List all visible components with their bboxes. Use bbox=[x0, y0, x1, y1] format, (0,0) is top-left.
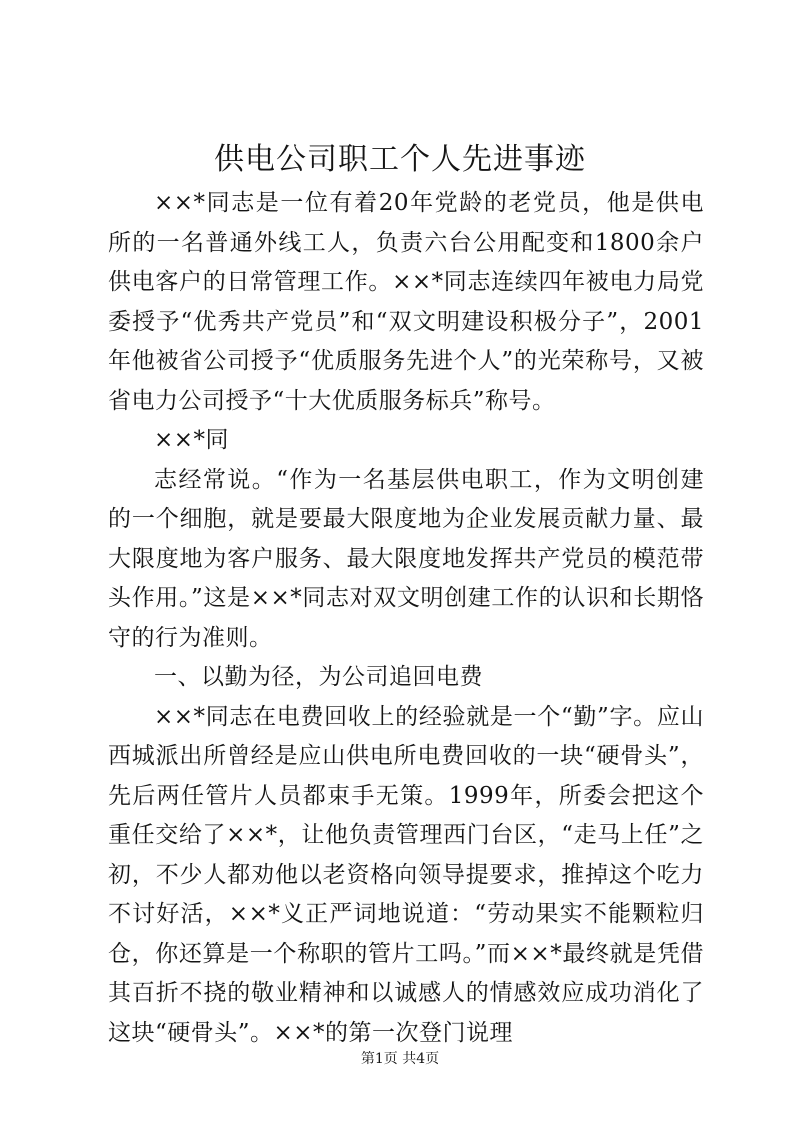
page-footer: 第1页 共4页 bbox=[360, 1051, 440, 1067]
paragraph-quote: 志经常说。“作为一名基层供电职工，作为文明创建的一个细胞，就是要最大限度地为企业发展贡献力量、最大限度地为客户服务、最大限度地发挥共产党员的模范带头作用。”这是××*同志对双文明创建工作的认识和长期恪守的行为准则。 bbox=[108, 466, 704, 651]
document-title: 供电公司职工个人先进事迹 bbox=[214, 142, 586, 177]
paragraph-collection: ××*同志在电费回收上的经验就是一个“勤”字。应山西城派出所曾经是应山供电所电费回收的一块“硬骨头”，先后两任管片人员都束手无策。1999年，所委会把这个重任交给了××*，让他负责管理西门台区，“走马上任”之初，不少人都劝他以老资格向领导提要求，推掉这个吃力不讨好活，××*义正严词地说道：“劳动果实不能颗粒归仓，你还算是一个称职的管片工吗。”而××*最终就是凭借其百折不挠的敬业精神和以诚感人的情感效应成功消化了这块“硬骨头”。××*的第一次登门说理 bbox=[108, 703, 704, 1046]
paragraph-intro: ××*同志是一位有着20年党龄的老党员，他是供电所的一名普通外线工人，负责六台公用配变和1800余户供电客户的日常管理工作。××*同志连续四年被电力局党委授予“优秀共产党员”和“双文明建设积极分子”，2001年他被省公司授予“优质服务先进个人”的光荣称号，又被省电力公司授予“十大优质服务标兵”称号。 bbox=[108, 190, 704, 414]
section-heading: 一、以勤为径，为公司追回电费 bbox=[154, 664, 483, 690]
paragraph-fragment: ××*同 bbox=[154, 427, 230, 453]
document-body bbox=[108, 184, 704, 1053]
